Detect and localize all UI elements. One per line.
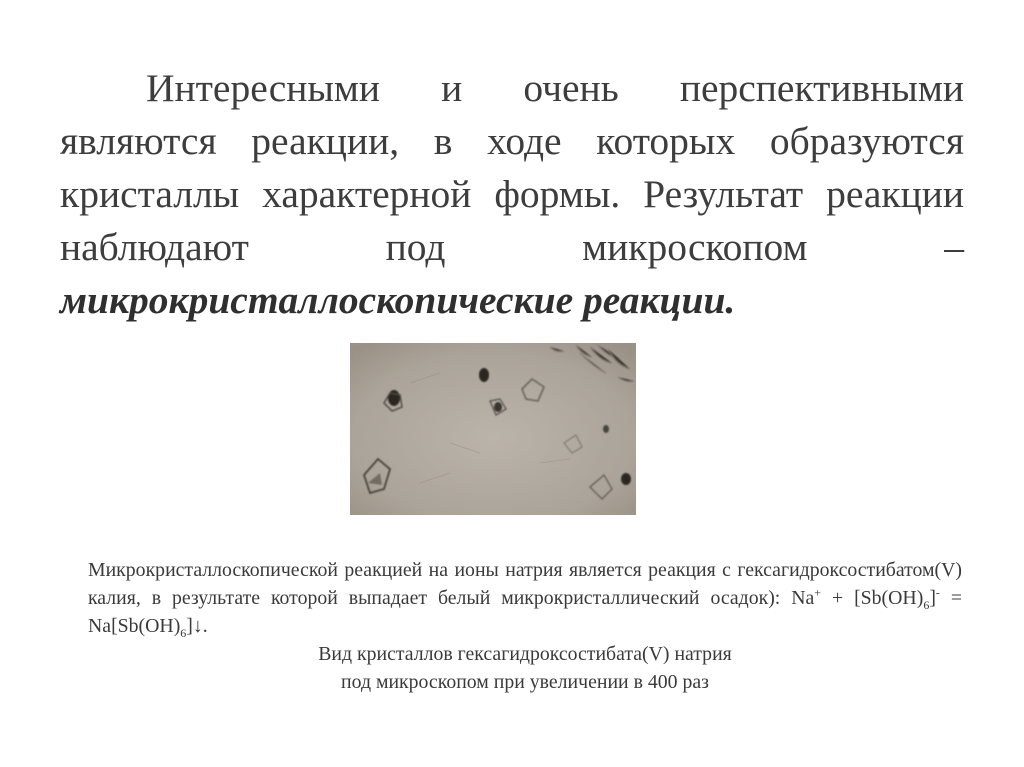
main-paragraph-lead: Интересными и очень перспективными являются реакции, в ходе которых образуются кристаллы характерной формы. Результат реакции наблюдают под микроскопом – xyxy=(60,66,964,269)
figure-caption-line-1: Вид кристаллов гексагидроксостибата(V) натрия xyxy=(318,643,732,665)
caption-paragraph xyxy=(88,556,962,640)
sodium-charge: + xyxy=(814,585,822,600)
equation-subscript-1: 6 xyxy=(923,597,930,612)
anion-charge: - xyxy=(935,585,940,600)
crystals-micrograph-image xyxy=(350,343,636,515)
main-paragraph xyxy=(60,62,964,327)
equation-tail: ]↓. xyxy=(186,615,208,637)
equation-part-antimonate: + [Sb(OH) xyxy=(821,587,924,609)
equation-part-product: = Na[Sb(OH) xyxy=(88,587,962,637)
caption-block xyxy=(88,556,962,696)
caption-paragraph-lead: Микрокристаллоскопической реакцией на ионы натрия является реакция с гексагидроксостибатом(V) калия, в результате которой выпадает белый микрокристаллический осадок): Na xyxy=(88,559,962,609)
figure-caption-line-2: под микроскопом при увеличении в 400 раз xyxy=(341,671,709,693)
equation-bracket: ] xyxy=(929,587,936,609)
main-paragraph-emphasis: микрокристаллоскопические реакции. xyxy=(60,278,736,322)
equation-subscript-2: 6 xyxy=(180,625,187,640)
